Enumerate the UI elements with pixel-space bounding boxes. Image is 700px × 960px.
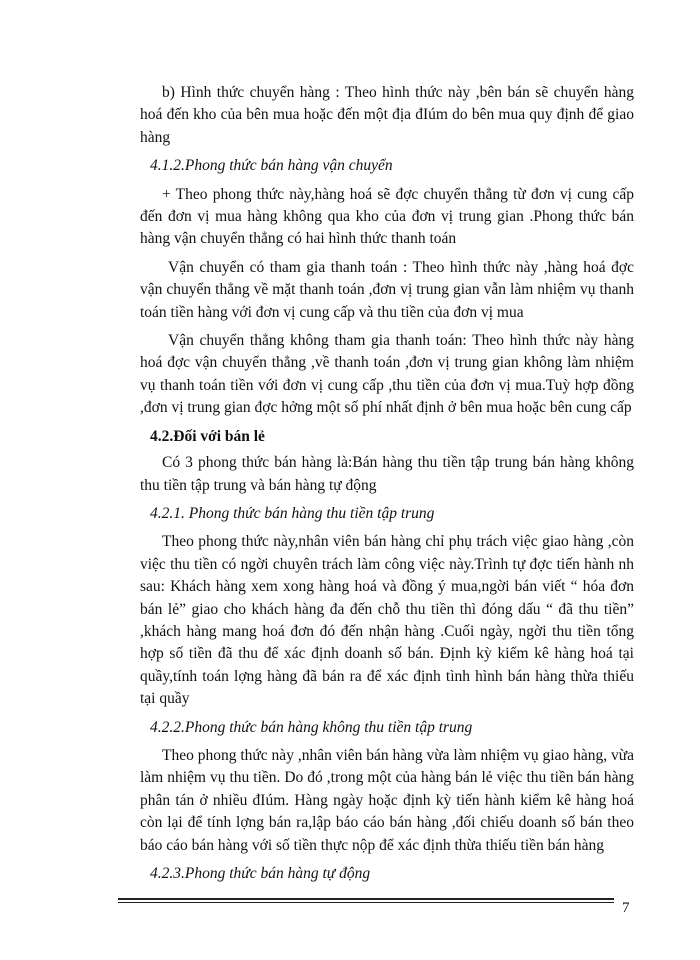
paragraph-transfer-form: b) Hình thức chuyển hàng : Theo hình thức này ,bên bán sẽ chuyển hàng hoá đến kho của bên mua hoặc đến một địa đIúm do bên mua quy định để giao hàng (140, 84, 634, 146)
heading-4-2: 4.2.Đối với bán lẻ (150, 427, 265, 445)
paragraph-retail-methods: Có 3 phong thức bán hàng là:Bán hàng thu tiền tập trung bán hàng không thu tiền tập trung và bán hàng tự động (140, 454, 634, 494)
page-number: 7 (622, 900, 630, 916)
paragraph-decentralized-collection: Theo phong thức này ,nhân viên bán hàng vừa làm nhiệm vụ giao hàng, vừa làm nhiệm vụ thu tiền. Do đó ,trong một của hàng bán lẻ việc thu tiền bán hàng phân tán ở nhiều đIúm. Hàng ngày hoặc định kỳ tiến hành kiểm kê hàng hoá còn lại để tính lợng bán ra,lập báo cáo bán hàng ,đối chiếu doanh số bán theo báo cáo bán hàng với số tiền thực nộp để xác định thừa thiếu tiền bán hàng (140, 746, 635, 854)
paragraph-centralized-collection: Theo phong thức này,nhân viên bán hàng chỉ phụ trách việc giao hàng ,còn việc thu tiền có ngời chuyên trách làm công việc này.Trình tự đợc tiến hành nh sau: Khách hàng xem xong hàng hoá và đồng ý mua,ngời bán viết “ hóa đơn bán lẻ” giao cho khách hàng đa đến chỗ thu tiền thì đóng dấu “ đã thu tiền” ,khách hàng mang hoá đơn đó đến nhận hàng .Cuối ngày, ngời thu tiền tổng hợp số tiền đã thu để xác định doanh số bán. Định kỳ kiểm kê hàng hoá tại quầy,tính toán lợng hàng đã bán ra để xác định tình hình bán hàng thừa thiếu tại quầy (140, 533, 634, 708)
heading-4-2-1: 4.2.1. Phong thức bán hàng thu tiền tập trung (150, 504, 435, 522)
heading-4-2-2: 4.2.2.Phong thức bán hàng không thu tiền tập trung (150, 718, 473, 736)
paragraph-direct-shipping: + Theo phong thức này,hàng hoá sẽ đợc chuyển thẳng từ đơn vị cung cấp đến đơn vị mua hàng không qua kho của đơn vị trung gian .Phong thức bán hàng vận chuyển thẳng có hai hình thức thanh toán (140, 185, 634, 248)
document-body (140, 82, 634, 891)
paragraph-shipping-with-payment: Vận chuyển có tham gia thanh toán : Theo hình thức này ,hàng hoá đợc vận chuyển thẳng về mặt thanh toán ,đơn vị trung gian vẫn làm nhiệm vụ thanh toán tiền hàng với đơn vị cung cấp và thu tiền của đơn vị mua (140, 258, 634, 321)
footer-rule-thick (118, 898, 614, 900)
heading-4-1-2: 4.1.2.Phong thức bán hàng vận chuyển (150, 157, 393, 175)
heading-4-2-3: 4.2.3.Phong thức bán hàng tự động (150, 865, 371, 882)
paragraph-shipping-without-payment: Vận chuyển thẳng không tham gia thanh toán: Theo hình thức này hàng hoá đợc vận chuyển thẳng ,về thanh toán ,đơn vị trung gian không làm nhiệm vụ thanh toán tiền với đơn vị cung cấp ,thu tiền của đơn vị mua.Tuỳ hợp đồng ,đơn vị trung gian đợc hởng một số phí nhất định ở bên mua hoặc bên cung cấp (140, 332, 634, 417)
footer-rule-thin (118, 902, 614, 903)
footer-rule (118, 898, 614, 905)
